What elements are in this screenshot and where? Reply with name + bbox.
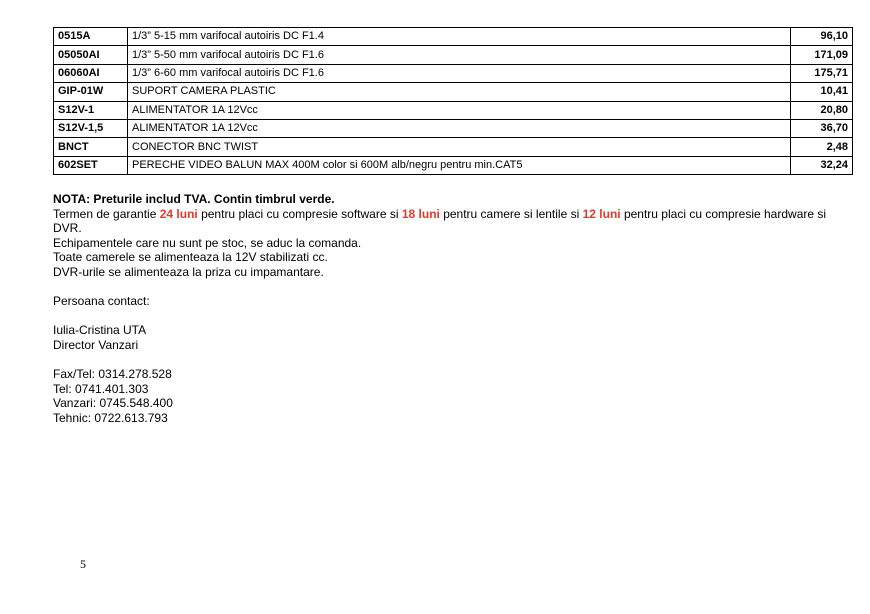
product-description: 1/3” 5-50 mm varifocal autoiris DC F1.6	[128, 46, 791, 64]
nota-green-stamp: Contin timbrul verde.	[213, 192, 335, 206]
table-row	[54, 28, 853, 46]
warranty-24: 24 luni	[159, 206, 198, 221]
product-code: S12V-1	[54, 101, 128, 119]
product-description: ALIMENTATOR 1A 12Vcc	[128, 101, 791, 119]
product-price: 36,70	[791, 119, 853, 137]
product-price: 175,71	[791, 64, 853, 82]
contact-role: Director Vanzari	[53, 337, 139, 352]
contact-name: Iulia-Cristina UTA	[53, 323, 147, 338]
product-price: 171,09	[791, 46, 853, 64]
product-description: 1/3” 5-15 mm varifocal autoiris DC F1.4	[128, 28, 791, 46]
notes-section	[53, 192, 853, 426]
warranty-line: Termen de garantie 24 luni pentru placi cu compresie software si 18 luni pentru camere si lentile si 12 luni pentru placi cu compresie hardware si DVR.	[53, 206, 827, 236]
warranty-18: 18 luni	[401, 206, 440, 221]
contact-fax: Fax/Tel: 0314.278.528	[53, 367, 172, 382]
contact-heading: Persoana contact:	[53, 294, 150, 309]
contact-sales: Vanzari: 0745.548.400	[53, 396, 173, 411]
product-code: 0515A	[54, 28, 128, 46]
product-description: ALIMENTATOR 1A 12Vcc	[128, 119, 791, 137]
product-description: CONECTOR BNC TWIST	[128, 138, 791, 156]
product-price: 96,10	[791, 28, 853, 46]
product-description: SUPORT CAMERA PLASTIC	[128, 83, 791, 101]
contact-tech: Tehnic: 0722.613.793	[53, 410, 168, 425]
product-code: GIP-01W	[54, 83, 128, 101]
product-description: PERECHE VIDEO BALUN MAX 400M color si 600M alb/negru pentru min.CAT5	[128, 156, 791, 174]
table-row	[54, 64, 853, 82]
warranty-12: 12 luni	[582, 206, 621, 221]
product-price: 10,41	[791, 83, 853, 101]
product-price: 32,24	[791, 156, 853, 174]
table-row	[54, 138, 853, 156]
table-row	[54, 101, 853, 119]
product-description: 1/3” 6-60 mm varifocal autoiris DC F1.6	[128, 64, 791, 82]
nota-line: NOTA: Preturile includ TVA. Contin timbrul verde.	[53, 192, 335, 206]
product-code: 06060AI	[54, 64, 128, 82]
table-row	[54, 119, 853, 137]
table-row	[54, 156, 853, 174]
product-code: 05050AI	[54, 46, 128, 64]
price-table	[53, 27, 853, 175]
product-code: 602SET	[54, 156, 128, 174]
product-price: 2,48	[791, 138, 853, 156]
table-row	[54, 46, 853, 64]
nota-vat: NOTA: Preturile includ TVA	[53, 192, 208, 206]
product-price: 20,80	[791, 101, 853, 119]
page-number: 5	[80, 557, 86, 571]
stock-note: Echipamentele care nu sunt pe stoc, se aduc la comanda.	[53, 235, 362, 250]
product-code: S12V-1,5	[54, 119, 128, 137]
contact-tel: Tel: 0741.401.303	[53, 381, 149, 396]
camera-power-note: Toate camerele se alimenteaza la 12V stabilizati cc.	[53, 250, 328, 265]
product-code: BNCT	[54, 138, 128, 156]
table-row	[54, 83, 853, 101]
dvr-power-note: DVR-urile se alimenteaza la priza cu impamantare.	[53, 264, 324, 279]
